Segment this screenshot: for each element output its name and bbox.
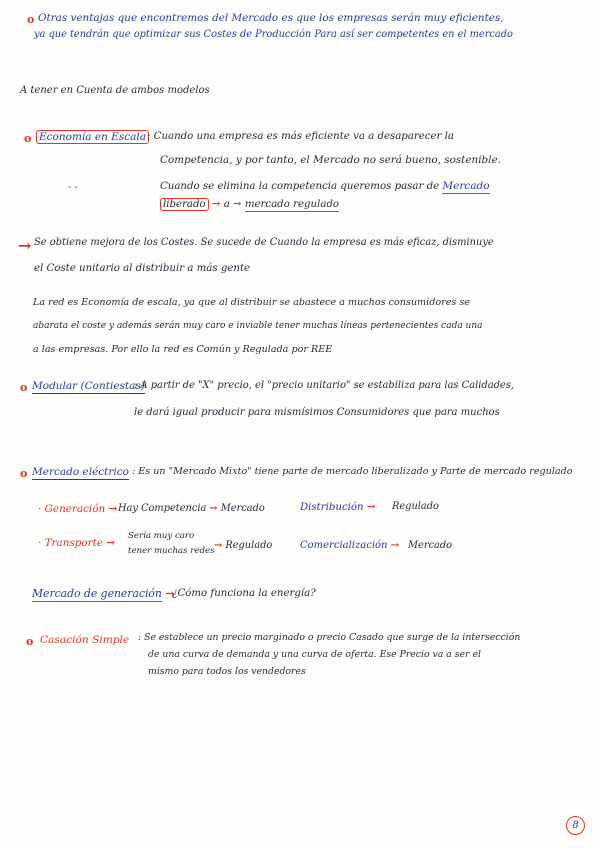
costs-line-1: Se obtiene mejora de los Costes. Se sucede de Cuando la empresa es más eficaz, disminuye	[34, 237, 494, 248]
costs-line-2: el Coste unitario al distribuir a más gente	[34, 263, 251, 274]
bullet-circle-icon: o	[20, 467, 28, 480]
cs-line-2: de una curva de demanda y una curva de oferta. Ese Precio va a ser el	[148, 649, 481, 660]
intro-line-2: ya que tendrán que optimizar sus Costes de Producción Para así ser competentes en el mercado	[34, 29, 513, 40]
arrow-right-icon: →	[214, 540, 223, 551]
bullet-circle-icon: o	[20, 381, 28, 394]
generacion-note: Hay Competencia → Mercado	[118, 503, 265, 514]
generacion-row: · Generación →	[38, 503, 118, 515]
arrow-right-icon: →	[165, 587, 175, 600]
eco-line-2: Competencia, y por tanto, el Mercado no será bueno, sostenible.	[160, 154, 501, 166]
bullet-circle-icon: o	[24, 132, 32, 145]
red-line-3: a las empresas. Por ello la red es Común y Regulada por REE	[33, 344, 333, 355]
mercado-electrico-title: Mercado eléctrico	[32, 466, 129, 478]
red-line-2: abarata el coste y además serán muy caro e inviable tener muchas líneas pertenecientes cada una	[33, 321, 483, 331]
distribucion-row: Distribución →	[300, 501, 376, 513]
economia-escala-title: Economía en Escala	[36, 132, 149, 143]
arrow-right-icon: →	[366, 501, 376, 513]
transporte-note-2: tener muchas redes	[128, 546, 215, 556]
cs-line-1: : Se establece un precio marginado o precio Casado que surge de la intersección	[138, 632, 521, 643]
eco-line-1: : Cuando una empresa es más eficiente va a desaparecer la	[147, 131, 454, 142]
modular-title: Modular (Contiestas)	[32, 380, 145, 392]
side-mark: - -	[68, 182, 78, 193]
arrow-right-icon: →	[18, 236, 32, 255]
eco-line-3: Cuando se elimina la competencia queremos pasar de Mercado	[160, 180, 490, 192]
comercializacion-result: Mercado	[408, 540, 453, 551]
mercado-word: Mercado	[442, 180, 490, 192]
red-line-1: La red es Economía de escala, ya que al distribuir se abastece a muchos consumidores se	[33, 297, 470, 308]
intro-line-1: Otras ventajas que encontremos del Mercado es que los empresas serán muy eficientes,	[38, 12, 504, 24]
bullet-circle-icon: o	[26, 635, 34, 648]
comercializacion-row: Comercialización →	[300, 540, 400, 551]
me-line-1: : Es un "Mercado Mixto" tiene parte de mercado liberalizado y Parte de mercado regulado	[132, 466, 573, 477]
transporte-result: → Regulado	[214, 540, 273, 551]
section-note: A tener en Cuenta de ambos modelos	[20, 85, 210, 96]
transporte-note-1: Sería muy caro	[128, 531, 195, 541]
mercado-generacion-question: ¿Cómo funciona la energía?	[172, 588, 316, 599]
page-number: 8	[566, 816, 585, 835]
transporte-row: · Transporte →	[38, 537, 115, 549]
distribucion-result: Regulado	[392, 501, 439, 512]
arrow-right-icon: →	[209, 503, 218, 514]
arrow-right-icon: →	[390, 540, 400, 551]
casacion-simple-title: Casación Simple	[40, 634, 130, 646]
cs-line-3: mismo para todos los vendedores	[148, 666, 306, 677]
arrow-right-icon: →	[106, 537, 115, 549]
arrow-right-icon: →	[108, 503, 118, 515]
mod-line-2: le dará igual producir para mismísimos Consumidores que para muchos	[134, 407, 500, 418]
arrow-right-icon: →	[233, 198, 242, 210]
mod-line-1: : A partir de "X" precio, el "precio unitario" se estabiliza para las Calidades,	[134, 380, 514, 391]
mercado-generacion-title: Mercado de generación →	[32, 587, 175, 600]
bullet-circle-icon: o	[27, 13, 35, 26]
eco-line-4: liberado → a → mercado regulado	[160, 199, 339, 210]
arrow-right-icon: →	[211, 198, 221, 210]
